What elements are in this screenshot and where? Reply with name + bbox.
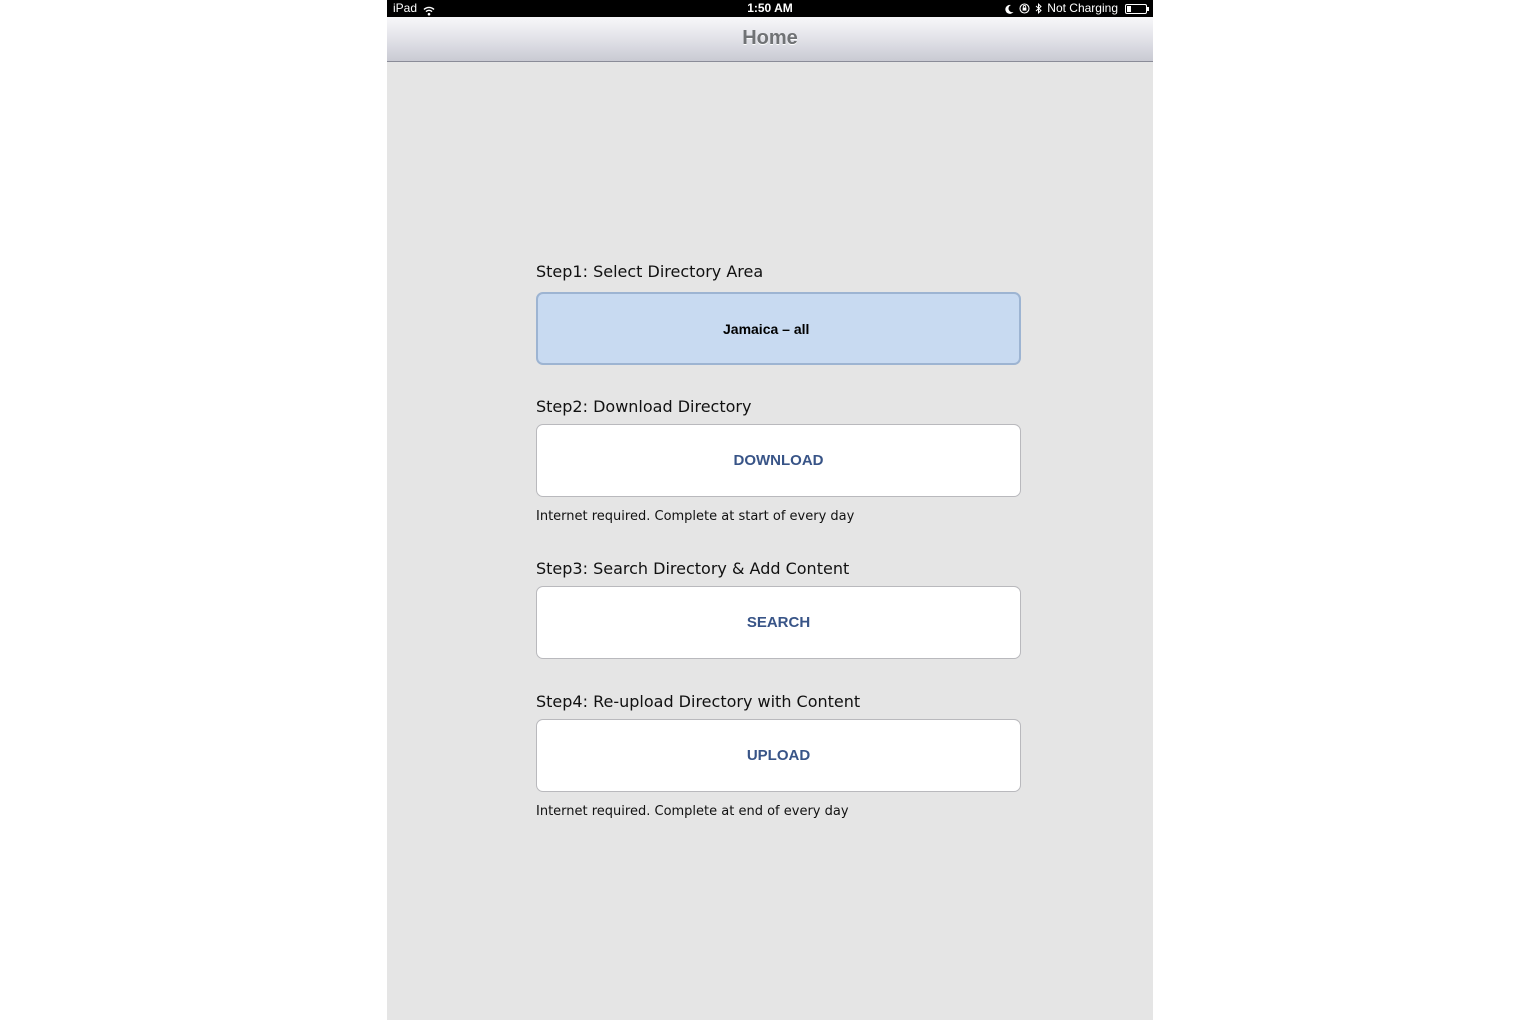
step3-label: Step3: Search Directory & Add Content	[536, 559, 850, 578]
directory-area-selector[interactable]: Jamaica – all	[536, 292, 1021, 365]
charging-status: Not Charging	[1047, 1, 1118, 15]
step1-label: Step1: Select Directory Area	[536, 262, 764, 281]
navigation-bar	[387, 17, 1153, 62]
page-title: Home	[742, 27, 798, 49]
search-button[interactable]: SEARCH	[536, 586, 1021, 659]
status-bar	[387, 0, 1153, 17]
ipad-screen	[387, 0, 1153, 1020]
bluetooth-icon	[1035, 3, 1042, 14]
device-name: iPad	[393, 1, 418, 15]
orientation-lock-icon	[1019, 3, 1030, 14]
download-button[interactable]: DOWNLOAD	[536, 424, 1021, 497]
battery-level	[1127, 6, 1131, 12]
status-time: 1:50 AM	[747, 1, 793, 15]
status-right	[1005, 0, 1147, 17]
step2-label: Step2: Download Directory	[536, 397, 752, 416]
moon-icon	[1005, 4, 1014, 14]
upload-note: Internet required. Complete at end of every day	[536, 804, 849, 819]
upload-button[interactable]: UPLOAD	[536, 719, 1021, 792]
battery-icon	[1125, 4, 1147, 14]
step4-label: Step4: Re-upload Directory with Content	[536, 692, 861, 711]
download-note: Internet required. Complete at start of every day	[536, 509, 855, 524]
